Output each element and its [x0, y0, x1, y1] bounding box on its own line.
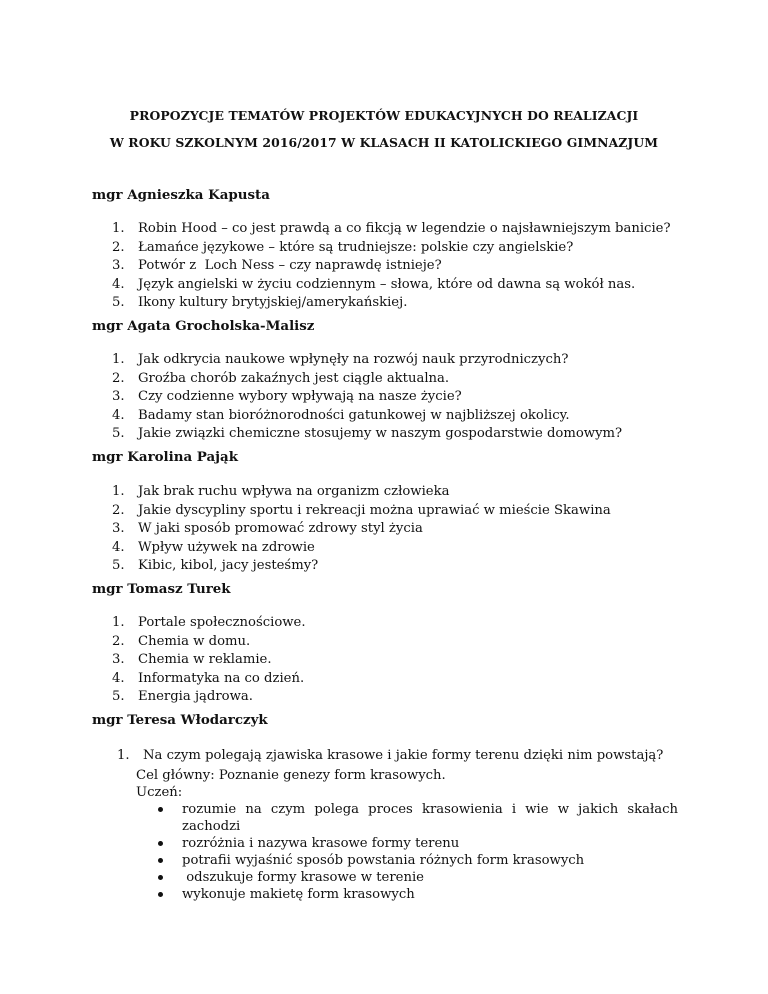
- topic-list: [112, 483, 611, 576]
- list-item: 5. Energia jądrowa.: [112, 689, 253, 704]
- list-item: 1. Na czym polegają zjawiska krasowe i jakie formy terenu dzięki nim powstają?: [117, 748, 664, 763]
- list-item: rozróżnia i nazywa krasowe formy terenu: [158, 835, 678, 852]
- document-title-line-2: W ROKU SZKOLNYM 2016/2017 W KLASACH II KATOLICKIEGO GIMNAZJUM: [109, 135, 659, 150]
- list-item: 3. W jaki sposób promować zdrowy styl życia: [112, 521, 423, 536]
- bullet-icon: [158, 875, 163, 880]
- list-item: 5. Jakie związki chemiczne stosujemy w naszym gospodarstwie domowym?: [112, 426, 623, 441]
- list-item: 1. Portale społecznościowe.: [112, 615, 306, 630]
- document-title-line-1: PROPOZYCJE TEMATÓW PROJEKTÓW EDUKACYJNYCH DO REALIZACJI: [129, 108, 639, 123]
- list-item: 5. Ikony kultury brytyjskiej/amerykańskiej.: [112, 295, 408, 310]
- bullet-icon: [158, 841, 163, 846]
- bullet-icon: [158, 858, 163, 863]
- list-item: 5. Kibic, kibol, jacy jesteśmy?: [112, 558, 319, 573]
- list-item: 1. Jak brak ruchu wpływa na organizm człowieka: [112, 484, 450, 499]
- section-author: mgr Agata Grocholska-Malisz: [92, 318, 315, 334]
- topic-list: [112, 351, 622, 444]
- list-item: 1. Jak odkrycia naukowe wpłynęły na rozwój nauk przyrodniczych?: [112, 352, 569, 367]
- section-author: mgr Karolina Pająk: [92, 449, 238, 465]
- objectives-list: [158, 801, 678, 903]
- list-item: 4. Wpływ używek na zdrowie: [112, 539, 315, 555]
- list-item: zachodzi: [182, 819, 241, 834]
- list-item: odszukuje formy krasowe w terenie: [158, 869, 678, 886]
- section-author: mgr Tomasz Turek: [92, 581, 231, 597]
- topic-list: [112, 220, 671, 313]
- list-item: 2. Łamańce językowe – które są trudniejsze: polskie czy angielskie?: [112, 239, 574, 255]
- list-item: 1. Robin Hood – co jest prawdą a co fikcją w legendzie o najsławniejszym banicie?: [112, 221, 671, 236]
- list-item: wykonuje makietę form krasowych: [158, 886, 678, 903]
- topic-list: [117, 747, 663, 766]
- list-item: 2. Jakie dyscypliny sportu i rekreacji można uprawiać w mieście Skawina: [112, 502, 611, 518]
- list-item: 2. Chemia w domu.: [112, 633, 251, 649]
- section-author: mgr Agnieszka Kapusta: [92, 187, 270, 203]
- list-item: 3. Chemia w reklamie.: [112, 652, 272, 667]
- list-item: 4. Język angielski w życiu codziennym – słowa, które od dawna są wokół nas.: [112, 276, 636, 292]
- student-label: Uczeń:: [136, 785, 183, 800]
- list-item: 4. Badamy stan bioróżnorodności gatunkowej w najbliższej okolicy.: [112, 407, 570, 423]
- list-item: potrafii wyjaśnić sposób powstania różnych form krasowych: [158, 852, 678, 869]
- goal-text: Cel główny: Poznanie genezy form krasowych.: [136, 768, 446, 783]
- list-item: 4. Informatyka na co dzień.: [112, 670, 305, 686]
- list-item: 2. Groźba chorób zakaźnych jest ciągle aktualna.: [112, 370, 450, 386]
- list-item: rozumie na czym polega proces krasowienia i wie w jakich skałach: [158, 801, 678, 818]
- list-item: 3. Czy codzienne wybory wpływają na nasze życie?: [112, 389, 462, 404]
- section-author: mgr Teresa Włodarczyk: [92, 712, 268, 728]
- bullet-icon: [158, 807, 163, 812]
- bullet-icon: [158, 892, 163, 897]
- list-item: 3. Potwór z Loch Ness – czy naprawdę istnieje?: [112, 258, 442, 273]
- topic-list: [112, 614, 306, 707]
